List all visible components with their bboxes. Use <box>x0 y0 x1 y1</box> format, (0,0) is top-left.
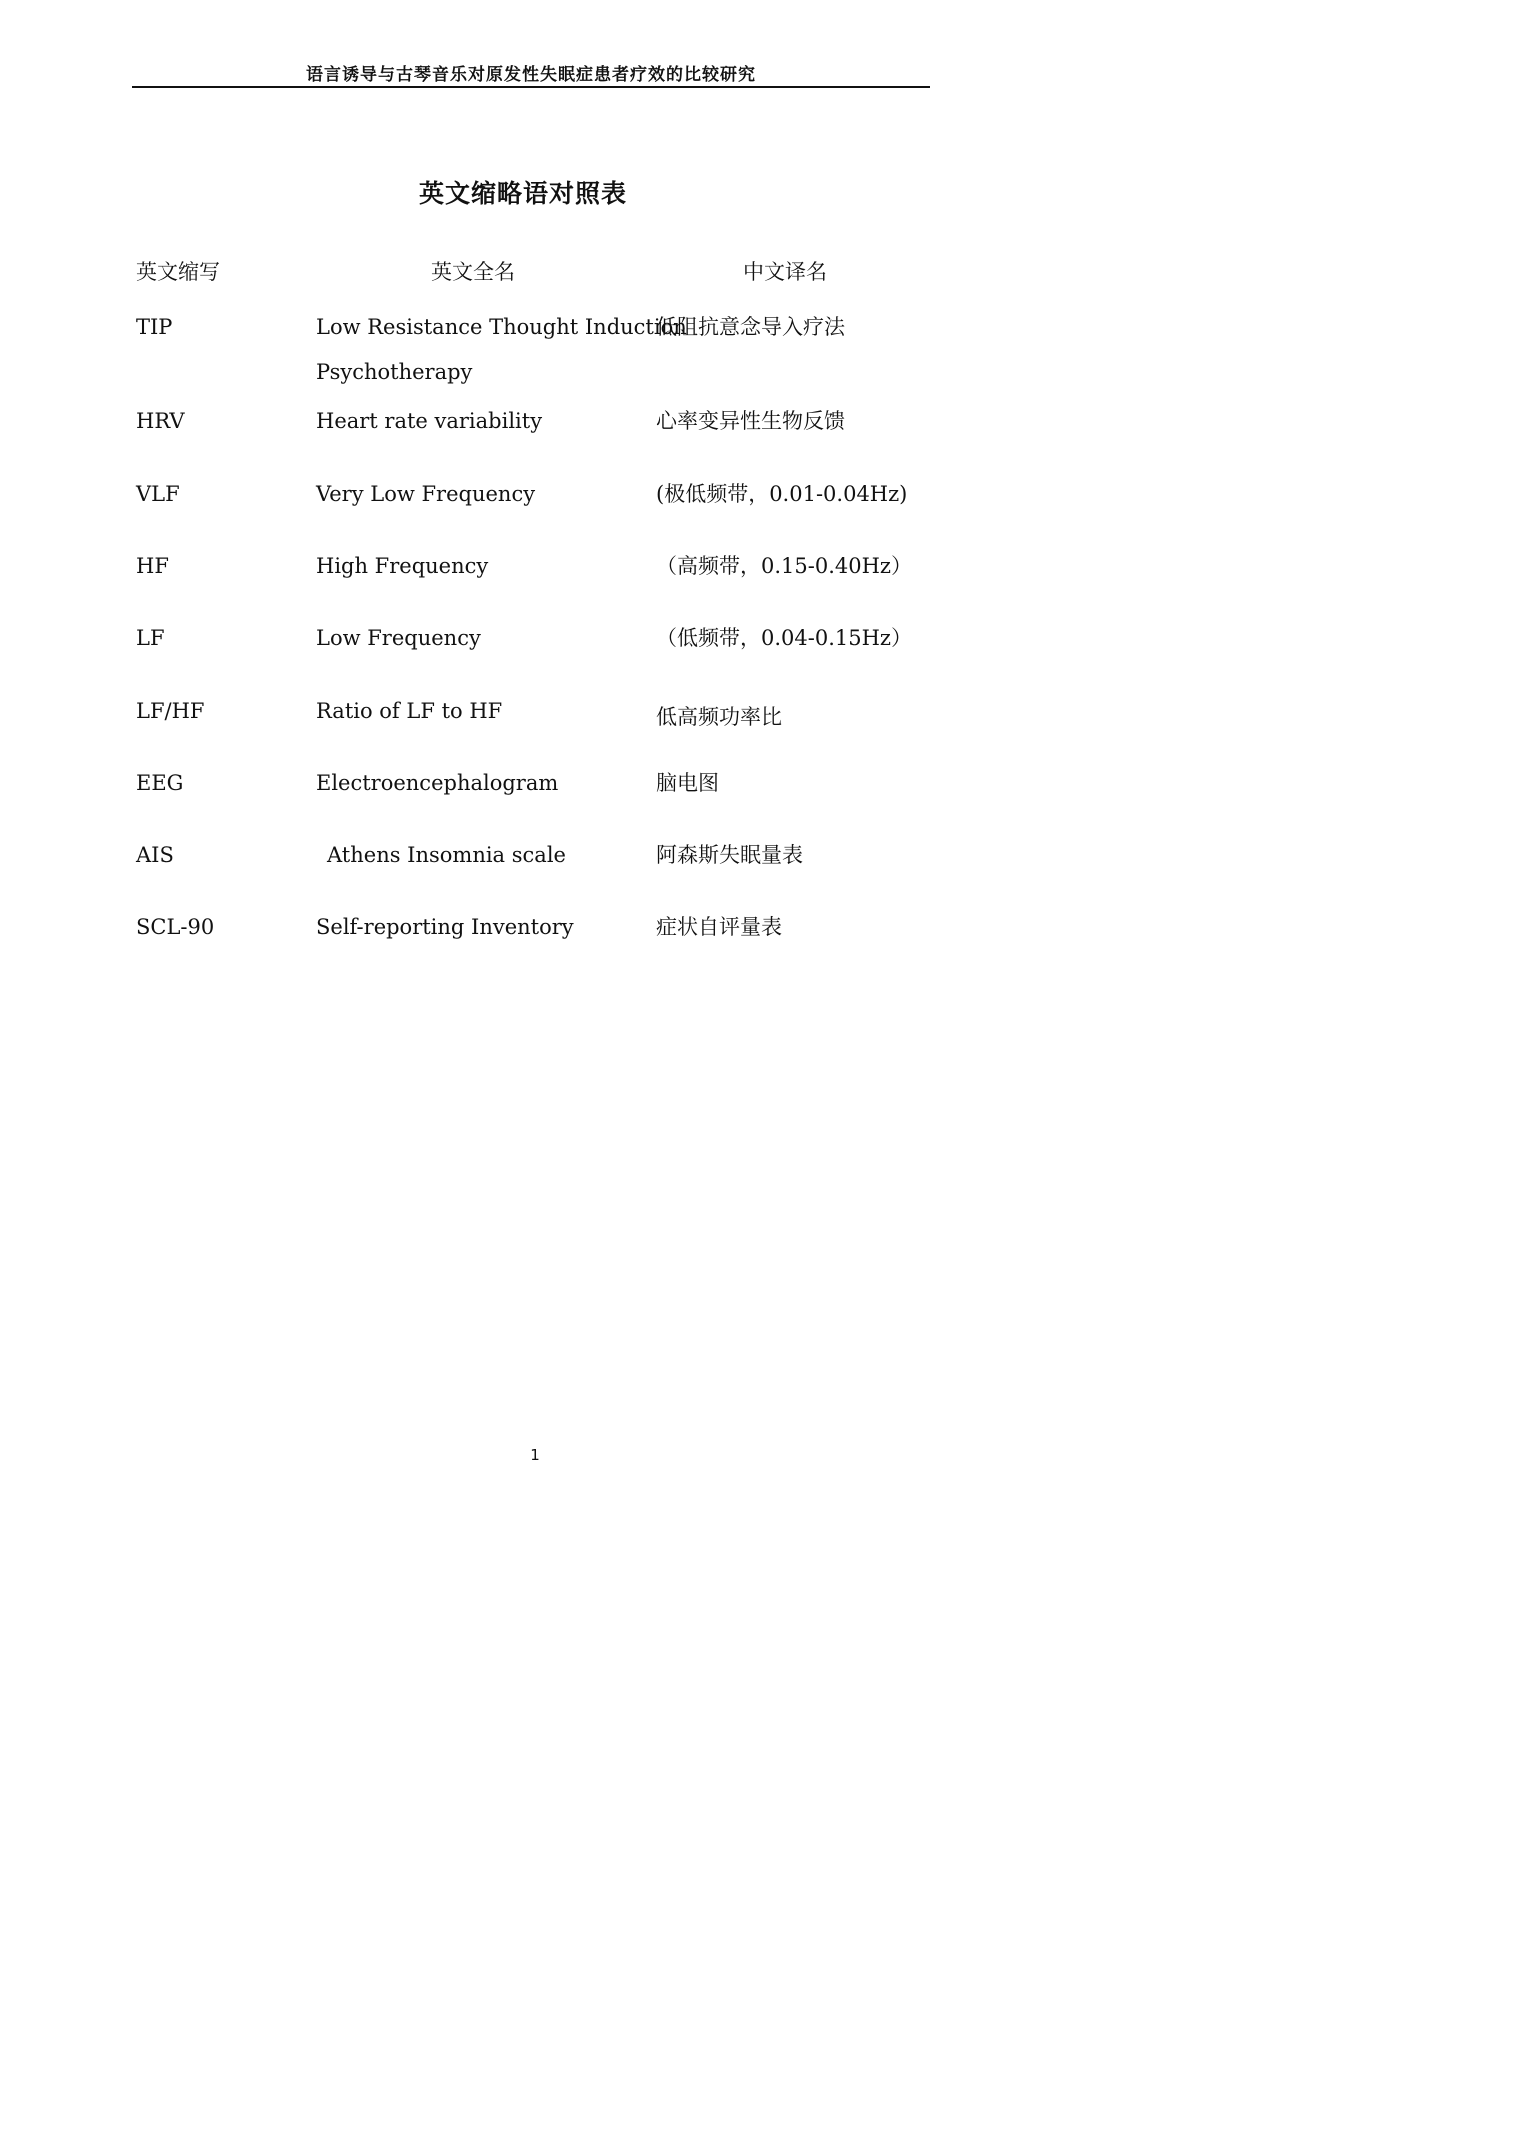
row-hrv-abbr: HRV <box>136 409 185 433</box>
row-eeg-abbr: EEG <box>136 771 184 795</box>
row-ais-full-name: Athens Insomnia scale <box>327 843 566 867</box>
row-lf-abbr: LF <box>136 626 165 650</box>
row-lf-chinese: （低频带，0.04-0.15Hz） <box>656 626 912 650</box>
row-hrv-full-name: Heart rate variability <box>316 409 543 433</box>
row-hf-chinese: （高频带，0.15-0.40Hz） <box>656 554 912 578</box>
row-lf-hf-abbr: LF/HF <box>136 699 205 723</box>
row-tip-abbr: TIP <box>136 315 173 339</box>
column-header-chinese: 中文译名 <box>743 260 827 284</box>
row-eeg-chinese: 脑电图 <box>656 771 719 795</box>
column-header-abbr: 英文缩写 <box>136 260 220 284</box>
row-hrv-chinese: 心率变异性生物反馈 <box>656 409 845 433</box>
row-ais-chinese: 阿森斯失眠量表 <box>656 843 803 867</box>
row-scl-90-abbr: SCL-90 <box>136 915 215 939</box>
page-title: 英文缩略语对照表 <box>418 179 627 208</box>
row-scl-90-chinese: 症状自评量表 <box>656 915 782 939</box>
row-lf-hf-chinese: 低高频功率比 <box>656 705 782 729</box>
column-header-full-name: 英文全名 <box>431 260 515 284</box>
row-vlf-chinese: (极低频带，0.01-0.04Hz) <box>656 482 908 506</box>
row-vlf-abbr: VLF <box>136 482 180 506</box>
row-tip-full-name: Low Resistance Thought Induction <box>316 315 687 339</box>
row-vlf-full-name: Very Low Frequency <box>316 482 536 506</box>
row-hf-abbr: HF <box>136 554 169 578</box>
page-number: 1 <box>530 1446 540 1464</box>
row-lf-hf-full-name: Ratio of LF to HF <box>316 699 503 723</box>
row-lf-full-name: Low Frequency <box>316 626 481 650</box>
row-eeg-full-name: Electroencephalogram <box>316 771 559 795</box>
running-header: 语言诱导与古琴音乐对原发性失眠症患者疗效的比较研究 <box>306 65 756 85</box>
row-tip-full-name-continued: Psychotherapy <box>316 360 473 384</box>
row-tip-chinese: 低阻抗意念导入疗法 <box>656 315 845 339</box>
row-scl-90-full-name: Self-reporting Inventory <box>316 915 574 939</box>
row-hf-full-name: High Frequency <box>316 554 489 578</box>
row-ais-abbr: AIS <box>136 843 174 867</box>
